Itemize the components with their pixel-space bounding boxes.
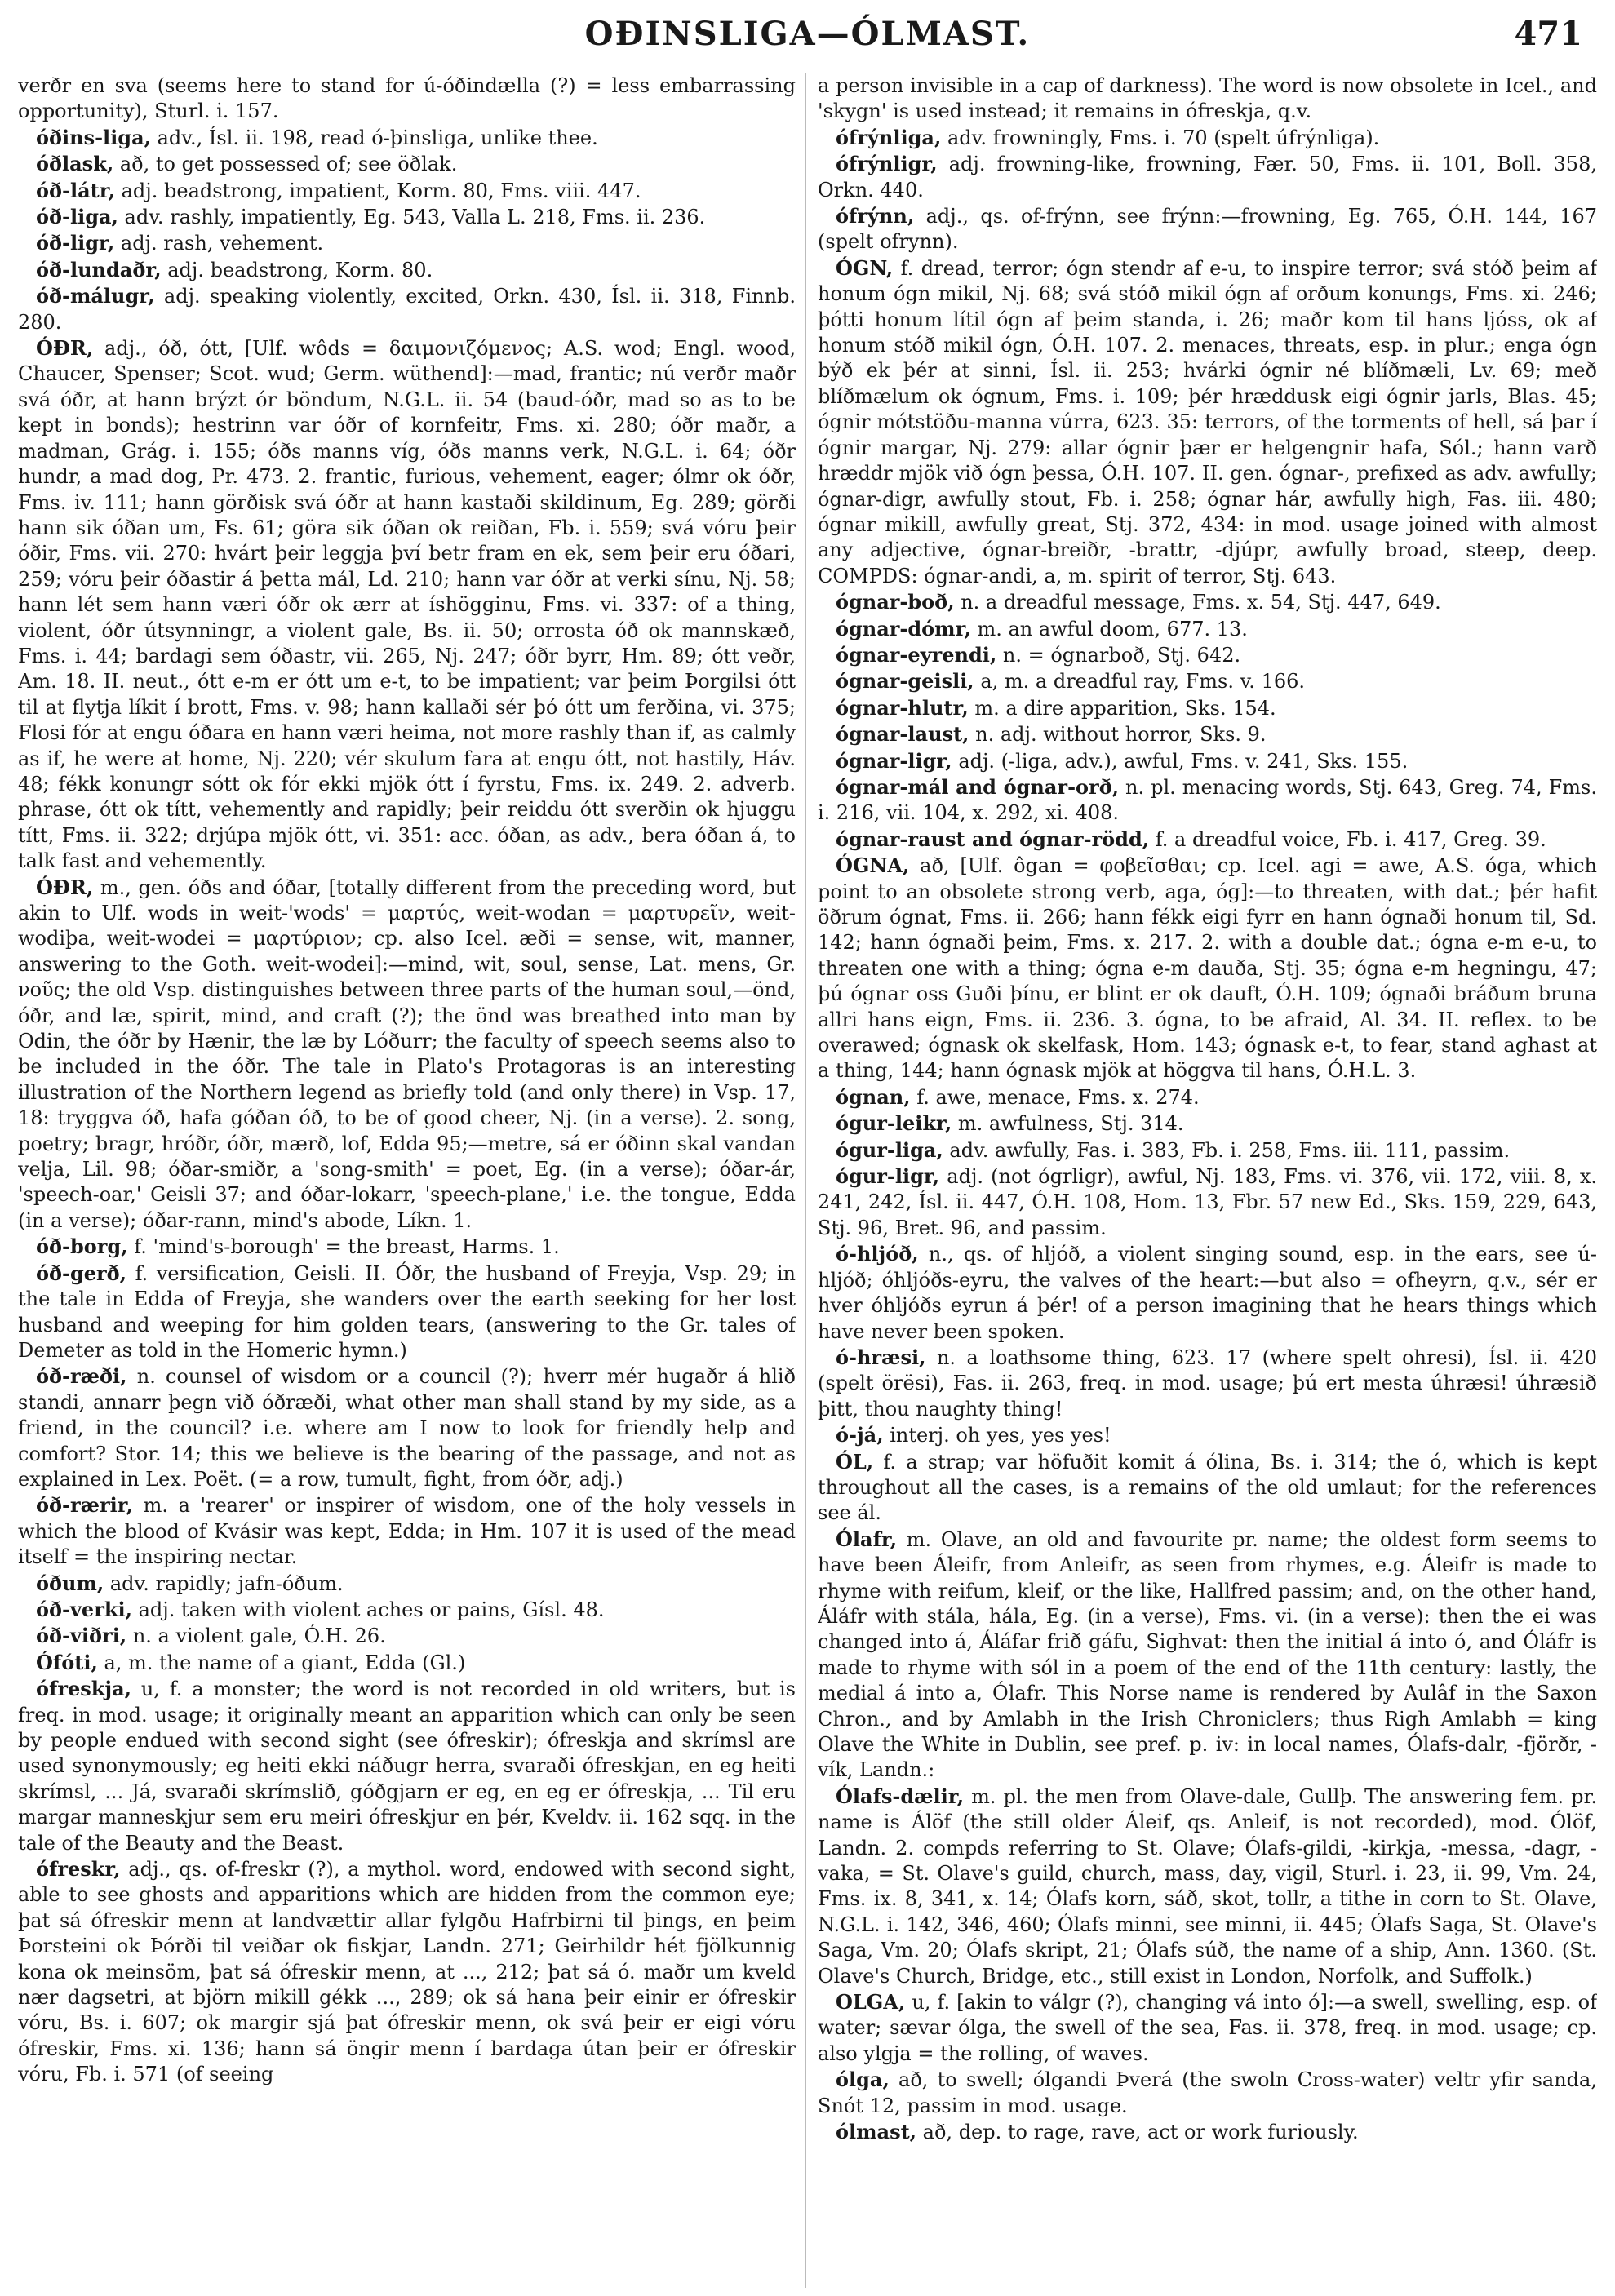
page-number: 471 xyxy=(1514,15,1582,53)
entry-text: m. awfulness, Stj. 314. xyxy=(957,1112,1184,1136)
entry-text: u, f. a monster; the word is not recorded in old writers, but is freq. in mod. usage; it originally meant an apparition which can only be seen by people endued with second sight (see ófreskir); ófreskja and skrímsl are used synonymously; eg heiti ekki náðugr herra, svaraði ófreskjan, en eg heiti skrímsl, ... Já, svaraði skrímslið, góðgjarn er eg, en eg er ófreskja, ... Til eru margar manneskjur sem eru meiri ófreskjur en þér, Kveldv. ii. 162 sqq. in the tale of the Beauty and the Beast. xyxy=(18,1678,796,1855)
dictionary-entry xyxy=(818,642,1597,668)
entry-text: verðr en sva (seems here to stand for ú-óðindælla (?) = less embarrassing opportunity), Sturl. i. 157. xyxy=(18,74,796,123)
entry-text: adj. speaking violently, excited, Orkn. 430, Ísl. ii. 318, Finnb. 280. xyxy=(18,285,796,334)
entry-headword: ófrýnligr, xyxy=(836,152,938,176)
entry-headword: óðlask, xyxy=(36,152,114,176)
dictionary-entry xyxy=(18,1571,796,1597)
entry-headword: óðins-liga, xyxy=(36,125,151,149)
dictionary-entry xyxy=(818,827,1597,853)
entry-headword: ófrýnliga, xyxy=(836,125,942,149)
entry-headword: ófrýnn, xyxy=(836,204,915,228)
entry-text: n. a dreadful message, Fms. x. 54, Stj. 447, 649. xyxy=(961,591,1441,614)
dictionary-entry xyxy=(818,1527,1597,1784)
dictionary-entry xyxy=(18,1492,796,1570)
dictionary-entry xyxy=(18,1676,796,1856)
dictionary-entry xyxy=(818,1164,1597,1241)
entry-headword: óð-lundaðr, xyxy=(36,257,162,281)
dictionary-entry xyxy=(18,151,796,177)
entry-headword: ógnar-geisli, xyxy=(836,669,974,694)
entry-text: adv. rapidly; jafn-óðum. xyxy=(109,1571,344,1595)
dictionary-entry xyxy=(818,616,1597,642)
entry-headword: ógur-leikr, xyxy=(836,1111,952,1136)
dictionary-entry xyxy=(18,73,796,125)
entry-headword: óð-verki, xyxy=(36,1597,132,1621)
dictionary-entry xyxy=(818,255,1597,589)
dictionary-entry xyxy=(18,335,796,875)
entry-text: f. dread, terror; ógn stendr af e-u, to inspire terror; svá stóð þeim af honum ógn mikil, Nj. 68; svá stóð mikil ógn af orðum konungs, Fms. xi. 246; þótti honum lítil ógn af þeim standa, i. 26; maðr kom til hans ljóss, ok af honum stóð mikil ógn, Ó.H. 107. 2. menaces, threats, esp. in plur.; enga ógn býð ek þér at sinni, Ísl. ii. 253; hvárki ógnir né blíðmæli, Lv. 69; með blíðmælum ok ógnum, Fms. i. 109; þér hræddusk eigi ógnir jarls, Blas. 45; ógnir mótstöðu-manna vúrra, 623. 35: terrors, of the torments of hell, sá þar í ógnir margar, Nj. 279: allar ógnir þær er helgengnir hafa, Sól.; hann varð hræddr mjök við ógn þessa, Ó.H. 107. II. gen. ógnar-, prefixed as adv. awfully; ógnar-digr, awfully stout, Fb. i. 258; ógnar hár, awfully high, Fas. iii. 480; ógnar mikill, awfully great, Stj. 372, 434: in mod. usage joined with almost any adjective, ógnar-breiðr, -brattr, -djúpr, awfully broad, steep, deep. COMPDS: ógnar-andi, a, m. spirit of terror, Stj. 643. xyxy=(818,256,1597,587)
entry-headword: óðum, xyxy=(36,1571,104,1595)
dictionary-entry xyxy=(818,774,1597,827)
entry-text: f. a dreadful voice, Fb. i. 417, Greg. 39. xyxy=(1155,827,1546,851)
page-header xyxy=(33,8,1582,57)
dictionary-entry xyxy=(18,1597,796,1623)
entry-headword: óð-ligr, xyxy=(36,231,115,255)
entry-text: að, [Ulf. ôgan = φοβεῖσθαι; cp. Icel. agi = awe, A.S. óga, which point to an obsolete strong verb, aga, óg]:—to threaten, with dat.; þér hafit öðrum ógnat, Fms. ii. 266; hann fékk eigi fyrr en hann ógnaði honum til, Sd. 142; hann ógnaði þeim, Fms. x. 217. 2. with a double dat.; ógna e-m e-u, to threaten one with a thing; ógna e-m dauða, Stj. 35; ógna e-m hegningu, 47; þú ógnar oss Guði þínu, er blint er ok dauft, Ó.H. 109; ógnaði bráðum bruna allri hans eign, Fms. ii. 236. 3. ógna, to be afraid, Al. 34. II. reflex. to be overawed; ógnask ok skelfask, Hom. 143; ógnask e-t, to fear, stand aghast at a thing, 144; hann ógnask mjök at höggva til hans, Ó.H.L. 3. xyxy=(818,854,1597,1083)
right-column xyxy=(818,73,1597,2288)
dictionary-entry xyxy=(18,875,796,1234)
dictionary-entry xyxy=(818,1110,1597,1137)
entry-text: n. pl. menacing words, Stj. 643, Greg. 74, Fms. i. 216, vii. 104, x. 292, xi. 408. xyxy=(818,775,1597,825)
entry-text: adj., óð, ótt, [Ulf. wôds = δαιμονιζόμενος; A.S. wod; Engl. wood, Chaucer, Spenser; Scot. wud; Germ. wüthend]:—mad, frantic; nú verðr maðr svá óðr, at hann brýzt ór böndum, N.G.L. ii. 54 (baud-óðr, mad so as to be kept in bonds); hestrinn var óðr of kornfeitr, Fms. xi. 280; óðr maðr, a madman, Grág. i. 155; óðs manns víg, óðs manns verk, N.G.L. i. 64; óðr hundr, a mad dog, Pr. 473. 2. frantic, furious, vehement, eager; ólmr ok óðr, Fms. iv. 111; hann görðisk svá óðr at hann kastaði skildinum, Eg. 289; görði hann sik óðan um, Fs. 61; göra sik óðan ok reiðan, Fb. i. 559; svá vóru þeir óðir, Fms. vii. 270: hvárt þeir leggja því betr fram en ek, sem þeir eru óðari, 259; vóru þeir óðastir á þetta mál, Ld. 210; hann var óðr at verki sínu, Nj. 58; hann lét sem hann væri óðr ok ærr at íshögginu, Fms. vi. 337: of a thing, violent, óðr útsynningr, a violent gale, Bs. ii. 50; orrosta óð ok mannskæð, Fms. i. 44; bardagi sem óðastr, vii. 265, Nj. 247; óðr byrr, Hm. 89; ótt veðr, Am. 18. II. neut., ótt e-m er ótt um e-t, to be impatient; var þeim Þorgilsi ótt til at flytja líkit í brott, Fms. v. 98; hann kallaði sér þó ótt um ferðina, vi. 375; Flosi fór at engu óðara en hann væri heima, not more rashly than if, as calmly as if, he were at home, Nj. 220; vér skulum fara at engu ótt, not hastily, Háv. 48; fékk konungr sótt ok fór ekki mjök ótt í fyrstu, Fms. ix. 249. 2. adverb. phrase, ótt ok títt, vehemently and rapidly; þeir reiddu ótt sverðin ok hjuggu títt, Fms. ii. 322; drjúpa mjök ótt, vi. 351: acc. óðan, as adv., bera óðan á, to talk fast and vehemently. xyxy=(18,337,796,873)
entry-text: a, m. the name of a giant, Edda (Gl.) xyxy=(104,1651,466,1674)
left-column xyxy=(18,73,796,2288)
entry-text: u, f. [akin to válgr (?), changing vá into ó]:—a swell, swelling, esp. of water; sævar ólga, the swell of the sea, Fas. ii. 378, freq. in mod. usage; cp. also ylgja = the rolling, of waves. xyxy=(818,1991,1597,2065)
entry-headword: ó-hljóð, xyxy=(836,1242,919,1266)
dictionary-entry xyxy=(818,853,1597,1084)
column-divider xyxy=(805,73,806,2288)
dictionary-entry xyxy=(818,1784,1597,1989)
dictionary-entry xyxy=(818,1989,1597,2067)
dictionary-entry xyxy=(818,125,1597,151)
entry-headword: óð-málugr, xyxy=(36,284,155,308)
entry-headword: Ólafs-dælir, xyxy=(836,1784,965,1808)
dictionary-entry xyxy=(818,1345,1597,1422)
entry-text: adv. frowningly, Fms. i. 70 (spelt úfrýnliga). xyxy=(947,126,1380,149)
entry-text: adj., qs. of-frýnn, see frýnn:—frowning, Eg. 765, Ó.H. 144, 167 (spelt ofrynn). xyxy=(818,205,1597,254)
entry-text: n. a violent gale, Ó.H. 26. xyxy=(132,1624,386,1648)
dictionary-entry xyxy=(818,1422,1597,1448)
dictionary-entry xyxy=(818,721,1597,747)
entry-text: interj. oh yes, yes yes! xyxy=(890,1424,1111,1447)
entry-headword: ógnar-hlutr, xyxy=(836,695,969,720)
dictionary-entry xyxy=(18,1234,796,1260)
entry-headword: óð-borg, xyxy=(36,1234,128,1259)
page-title: OÐINSLIGA—ÓLMAST. xyxy=(584,15,1031,53)
entry-text: adv. awfully, Fas. i. 383, Fb. i. 258, Fms. iii. 111, passim. xyxy=(949,1138,1511,1162)
entry-headword: ógnan, xyxy=(836,1084,911,1109)
dictionary-entry xyxy=(818,668,1597,694)
dictionary-entry xyxy=(18,230,796,256)
entry-text: n. counsel of wisdom or a council (?); hverr mér hugaðr á hlið standi, annarr þegn við óðræði, what other man shall stand by my side, as a friend, in the council? i.e. where am I now to look for friendly help and comfort? Stor. 14; this we believe is the bearing of the passage, and not as explained in Lex. Poët. (= a row, tumult, fight, from óðr, adj.) xyxy=(18,1365,796,1491)
entry-text: m., gen. óðs and óðar, [totally different from the preceding word, but akin to Ulf. wods in weit-'wods' = μαρτύς, weit-wodan = μαρτυρεῖν, weit-wodiþa, weit-wodei = μαρτύριον; cp. also Icel. æði = sense, wit, manner, answering to the Goth. weit-wodei]:—mind, wit, soul, sense, Lat. mens, Gr. νοῦς; the old Vsp. distinguishes between three parts of the human soul,—önd, óðr, and læ, spirit, mind, and craft (?); the önd was breathed into man by Odin, the óðr by Hænir, the læ by Lóðurr; the faculty of speech seems also to be included in the óðr. The tale in Plato's Protagoras is an interesting illustration of the Northern legend as briefly told (and only there) in Vsp. 17, 18: tryggva óð, hafa góðan óð, to be of good cheer, Nj. (in a verse). 2. song, poetry; bragr, hróðr, óðr, mærð, lof, Edda 95;—metre, sá er óðinn skal vandan velja, Lil. 98; óðar-smiðr, a 'song-smith' = poet, Eg. (in a verse); óðar-ár, 'speech-oar,' Geisli 37; and óðar-lokarr, 'speech-plane,' i.e. the tongue, Edda (in a verse); óðar-rann, mind's abode, Líkn. 1. xyxy=(18,875,796,1232)
entry-headword: ólga, xyxy=(836,2068,890,2092)
entry-text: m. Olave, an old and favourite pr. name; the oldest form seems to have been Áleifr, from Anleifr, as seen from rhymes, e.g. Áleifr is made to rhyme with reifum, kleif, or the like, Hallfred passim; and, on the other hand, Áláfr with stála, hála, Eg. (in a verse), Fms. vi. (in a verse): then the ei was changed into á, Áláfar frið gáfu, Sighvat: then the initial á into ó, and Óláfr is made to rhyme with sól in a poem of the end of the 11th century: lastly, the medial á into a, Ólafr. This Norse name is rendered by Aulâf in the Saxon Chron., and by Amlabh in the Irish Chroniclers; thus Righ Amlabh = king Olave the White in Dublin, see pref. p. iv: in local names, Ólafs-dalr, -fjörðr, -vík, Landn.: xyxy=(818,1527,1597,1782)
entry-headword: OLGA, xyxy=(836,1990,906,2015)
entry-headword: ógnar-dómr, xyxy=(836,616,971,640)
entry-headword: ógur-liga, xyxy=(836,1137,943,1162)
entry-text: n. adj. without horror, Sks. 9. xyxy=(975,723,1267,747)
entry-text: adj. (not ógrligr), awful, Nj. 183, Fms. vi. 376, vii. 172, viii. 8, x. 241, 242, Ísl. ii. 447, Ó.H. 108, Hom. 13, Fbr. 57 new Ed., Sks. 159, 229, 643, Stj. 96, Bret. 96, and passim. xyxy=(818,1165,1597,1239)
entry-headword: ógnar-boð, xyxy=(836,590,955,614)
entry-text: n. = ógnarboð, Stj. 642. xyxy=(1002,643,1241,667)
entry-text: adv., Ísl. ii. 198, read ó-þinsliga, unlike thee. xyxy=(157,126,598,149)
entry-headword: ógnar-mál and ógnar-orð, xyxy=(836,774,1120,799)
entry-text: adj. rash, vehement. xyxy=(120,232,324,255)
entry-text: adj., qs. of-freskr (?), a mythol. word, endowed with second sight, able to see ghosts and apparitions which are hidden from the common eye; þat sá ófreskir menn at landvættir allar fylgðu Hafrbirni til þings, en þeim Þorsteini ok Þórði til veiðar ok fiskjar, Landn. 271; Geirhildr hét fjölkunnig kona ok meinsöm, þat sá ófreskir menn, at ..., 212; þat sá ó. maðr um kveld nær dagsetri, at björn mikill gékk ..., 289; ok sá hana þeir einir er ófreskir vóru, Bs. i. 607; ok margir sjá þat ófreskir menn, ok svá þeir er eigi vóru ófreskir, Fms. xi. 136; hann sá öngir menn í bardaga útan þeir er ófreskir vóru, Fb. i. 571 (of seeing xyxy=(18,1858,796,2086)
entry-text: adj. frowning-like, frowning, Fær. 50, Fms. ii. 101, Boll. 358, Orkn. 440. xyxy=(818,153,1597,202)
dictionary-entry xyxy=(18,1623,796,1649)
entry-text: að, to get possessed of; see öðlak. xyxy=(119,153,458,176)
entry-headword: ÓÐR, xyxy=(36,336,94,361)
entry-text: m. a 'rearer' or inspirer of wisdom, one of the holy vessels in which the blood of Kvásir was kept, Edda; in Hm. 107 it is used of the mead itself = the inspiring nectar. xyxy=(18,1494,796,1569)
entry-headword: ófreskja, xyxy=(36,1677,131,1701)
entry-headword: ógnar-raust and ógnar-rödd, xyxy=(836,827,1150,851)
dictionary-entry xyxy=(18,125,796,151)
dictionary-entry xyxy=(818,695,1597,721)
dictionary-entry xyxy=(18,257,796,283)
dictionary-entry xyxy=(818,1137,1597,1164)
entry-headword: ófreskr, xyxy=(36,1857,121,1882)
entry-text: að, to swell; ólgandi Þverá (the swoln Cross-water) veltr yfir sanda, Snót 12, passim in mod. usage. xyxy=(818,2068,1597,2117)
entry-text: a person invisible in a cap of darkness). The word is now obsolete in Icel., and 'skygn' is used instead; it remains in ófreskja, q.v. xyxy=(818,74,1597,123)
dictionary-entry xyxy=(818,2067,1597,2119)
dictionary-entry xyxy=(18,1856,796,2088)
entry-text: f. versification, Geisli. II. Óðr, the husband of Freyja, Vsp. 29; in the tale in Edda of Freyja, she wanders over the earth seeking for her lost husband and weeping for him golden tears, (answering to the Gr. tales of Demeter as told in the Homeric hymn.) xyxy=(18,1261,796,1362)
entry-text: f. 'mind's-borough' = the breast, Harms. 1. xyxy=(134,1235,560,1259)
dictionary-entry xyxy=(818,2119,1597,2145)
entry-headword: óð-viðri, xyxy=(36,1624,127,1648)
entry-headword: óð-gerð, xyxy=(36,1261,127,1285)
entry-headword: ó-hræsi, xyxy=(836,1345,926,1369)
entry-text: n. a loathsome thing, 623. 17 (where spelt ohresi), Ísl. ii. 420 (spelt örësi), Fas. ii. 263, freq. in mod. usage; þú ert mesta úhræsi! úhræsið þitt, thou naughty thing! xyxy=(818,1345,1597,1421)
dictionary-entry xyxy=(818,203,1597,255)
entry-text: m. pl. the men from Olave-dale, Gullþ. The answering fem. pr. name is Álöf (the still older Áleif, qs. Anleif, is not recorded), mod. Ólöf, Landn. 2. compds referring to St. Olave; Ólafs-gildi, -kirkja, -messa, -dagr, -vaka, = St. Olave's guild, church, mass, day, vigil, Sturl. i. 23, ii. 99, Vm. 24, Fms. ix. 8, 341, x. 14; Ólafs korn, sáð, skot, tollr, a tithe in corn to St. Olave, N.G.L. i. 142, 346, 460; Ólafs minni, see minni, ii. 445; Ólafs Saga, St. Olave's Saga, Vm. 20; Ólafs skript, 21; Ólafs súð, the name of a ship, Ann. 1360. (St. Olave's Church, Bridge, etc., still exist in London, Norfolk, and Suffolk.) xyxy=(818,1784,1597,1988)
entry-headword: ógnar-laust, xyxy=(836,722,969,747)
dictionary-entry xyxy=(818,589,1597,615)
dictionary-entry xyxy=(818,151,1597,203)
entry-text: adj. beadstrong, Korm. 80. xyxy=(167,258,433,281)
entry-headword: ólmast, xyxy=(836,2120,917,2144)
entry-headword: Ófóti, xyxy=(36,1650,98,1674)
entry-headword: Ólafr, xyxy=(836,1527,898,1551)
entry-headword: óð-ræði, xyxy=(36,1364,127,1389)
entry-text: m. a dire apparition, Sks. 154. xyxy=(974,696,1276,720)
entry-text: adj. taken with violent aches or pains, Gísl. 48. xyxy=(138,1598,605,1621)
dictionary-entry xyxy=(818,1084,1597,1110)
dictionary-entry xyxy=(818,73,1597,125)
dictionary-entry xyxy=(18,204,796,230)
entry-headword: óð-látr, xyxy=(36,178,115,202)
entry-text: að, dep. to rage, rave, act or work furiously. xyxy=(922,2121,1359,2144)
entry-text: a, m. a dreadful ray, Fms. v. 166. xyxy=(980,670,1305,694)
entry-headword: ó-já, xyxy=(836,1423,884,1447)
entry-headword: ÓÐR, xyxy=(36,875,94,899)
entry-text: adj. (-liga, adv.), awful, Fms. v. 241, Sks. 155. xyxy=(958,749,1409,773)
entry-text: adv. rashly, impatiently, Eg. 543, Valla L. 218, Fms. ii. 236. xyxy=(124,206,706,229)
dictionary-entry xyxy=(18,1261,796,1364)
dictionary-entry xyxy=(818,748,1597,774)
entry-headword: óð-rærir, xyxy=(36,1493,134,1518)
entry-headword: ógur-ligr, xyxy=(836,1164,940,1189)
entry-text: f. awe, menace, Fms. x. 274. xyxy=(916,1085,1200,1109)
dictionary-entry xyxy=(18,178,796,204)
entry-headword: ÓL, xyxy=(836,1449,874,1474)
entry-headword: ógnar-ligr, xyxy=(836,748,952,773)
entry-headword: ÓGN, xyxy=(836,255,894,280)
dictionary-entry xyxy=(18,1650,796,1676)
entry-text: adj. beadstrong, impatient, Korm. 80, Fms. viii. 447. xyxy=(121,179,641,202)
entry-text: n., qs. of hljóð, a violent singing sound, esp. in the ears, see ú-hljóð; óhljóðs-eyru, the valves of the heart:—but also = ofheyrn, q.v., sér er hver óhljóðs eyrun á þér! of a person imagining that he hears things which have never been spoken. xyxy=(818,1243,1597,1343)
entry-text: m. an awful doom, 677. 13. xyxy=(977,617,1248,640)
dictionary-entry xyxy=(18,283,796,335)
entry-headword: óð-liga, xyxy=(36,205,118,229)
entry-headword: ógnar-eyrendi, xyxy=(836,642,997,667)
entry-headword: ÓGNA, xyxy=(836,853,910,878)
dictionary-entry xyxy=(818,1449,1597,1527)
entry-text: f. a strap; var höfuðit komit á ólina, Bs. i. 314; the ó, which is kept throughout all the cases, is a remains of the old umlaut; for the references see ál. xyxy=(818,1450,1597,1525)
dictionary-entry xyxy=(818,1241,1597,1345)
dictionary-entry xyxy=(18,1363,796,1492)
